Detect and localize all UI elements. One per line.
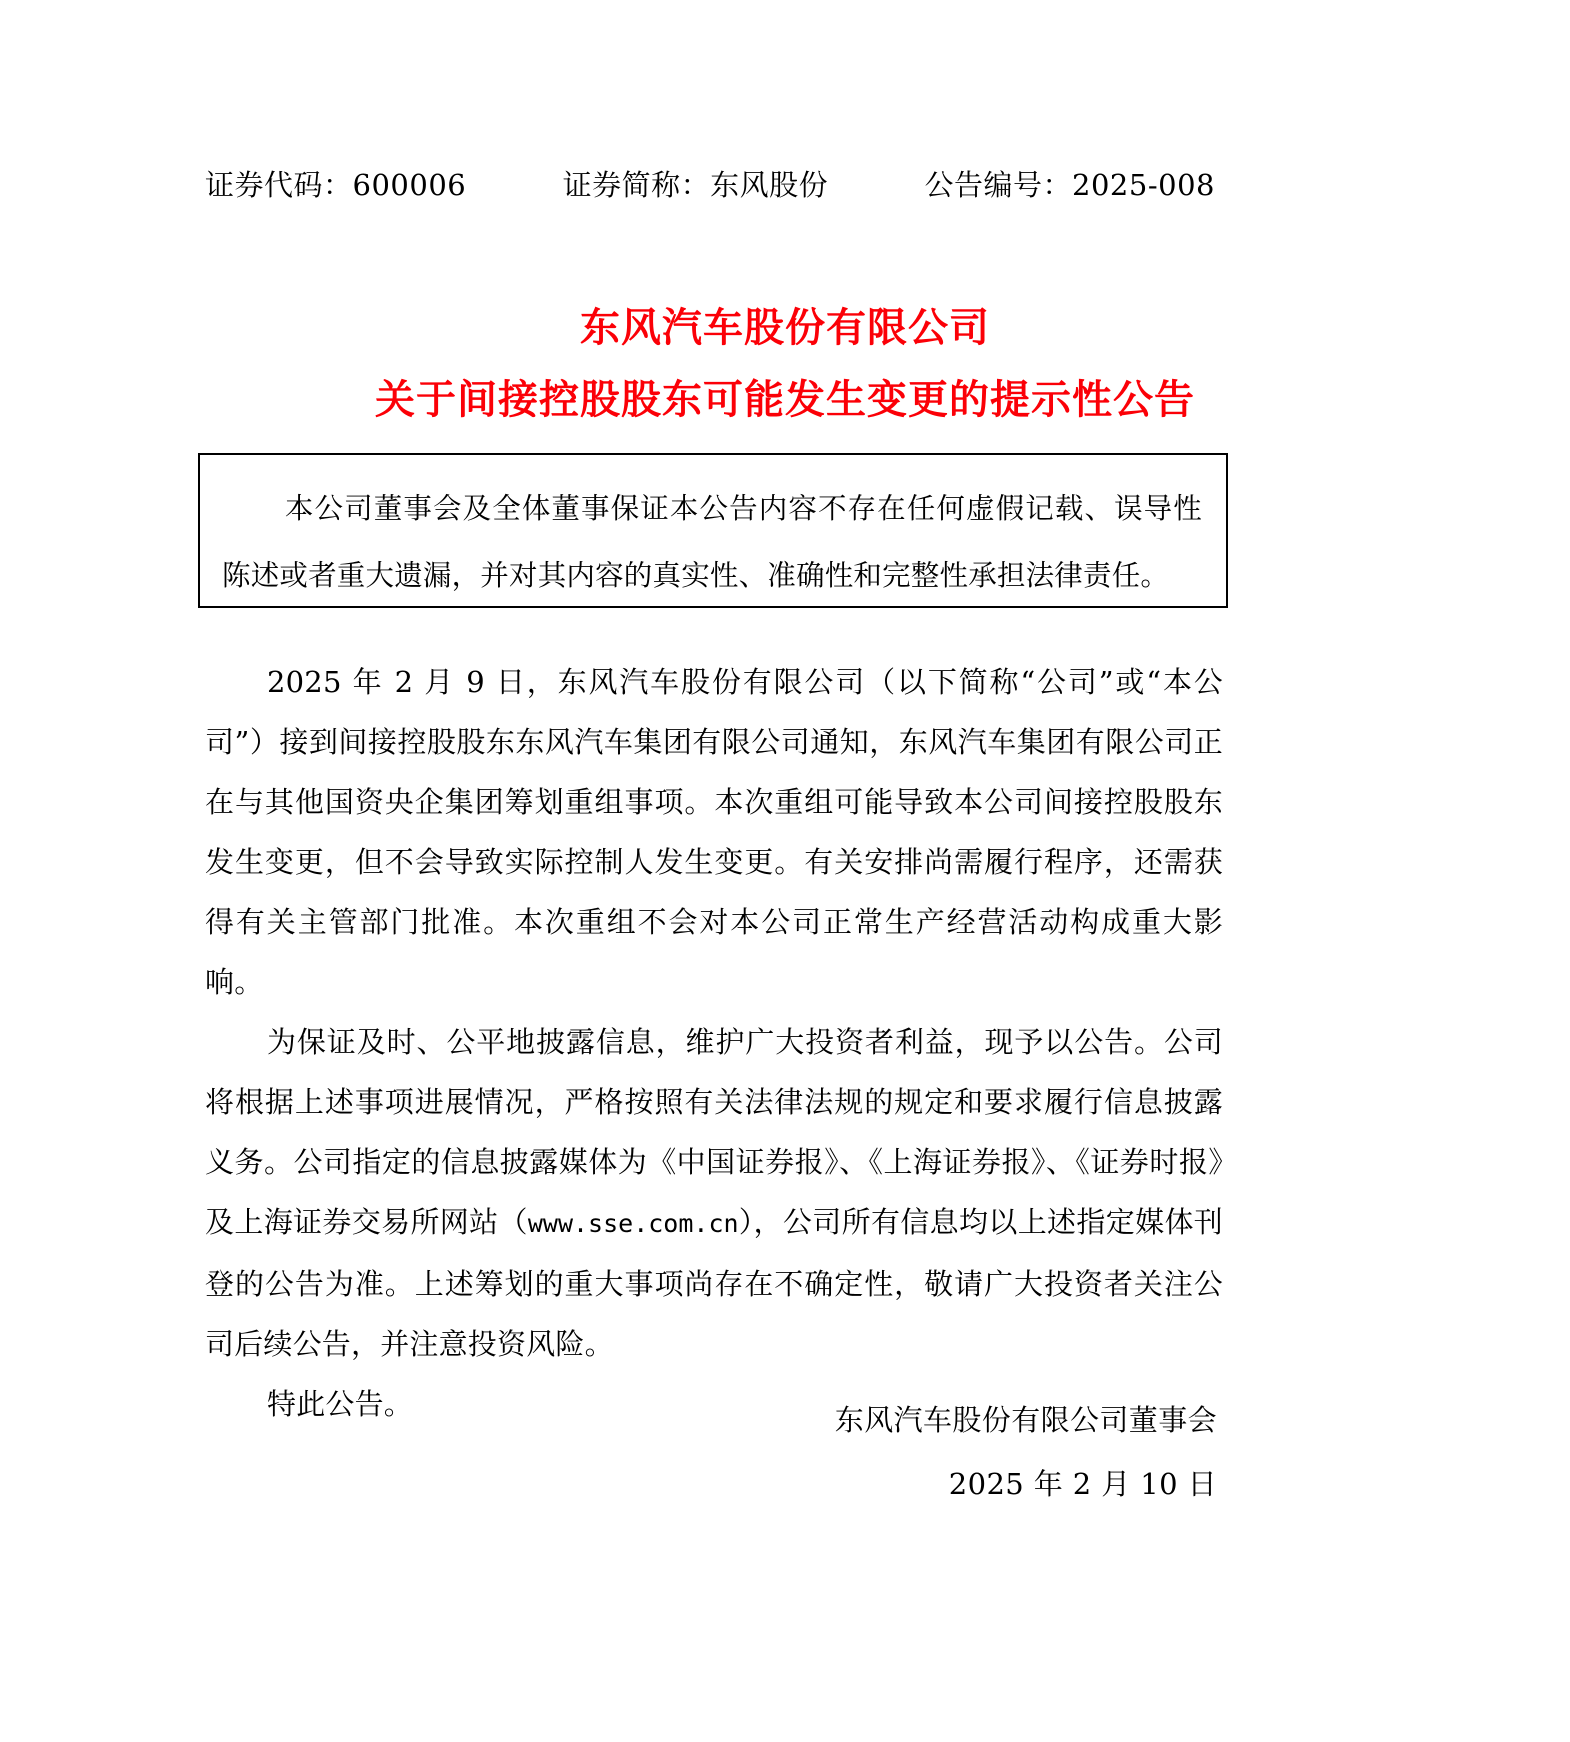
security-name [563, 163, 829, 204]
security-code-value: 600006 [352, 168, 467, 202]
security-name-value: 东风股份 [710, 168, 829, 202]
security-code-label: 证券代码： [205, 168, 353, 202]
disclaimer-body: 本公司董事会及全体董事保证本公告内容不存在任何虚假记载、误导性陈述或者重大遗漏，并对其内容的真实性、准确性和完整性承担法律责任。 [222, 492, 1202, 592]
paragraph-disclosure-commitment: 为保证及时、公平地披露信息，维护广大投资者利益，现予以公告。公司将根据上述事项进展情况，严格按照有关法律法规的规定和要求履行信息披露义务。公司指定的信息披露媒体为《中国证券报》、《上海证券报》、《证券时报》及上海证券交易所网站（www.sse.com.cn），公司所有信息均以上述指定媒体刊登的公告为准。上述筹划的重大事项尚存在不确定性，敬请广大投资者关注公司后续公告，并注意投资风险。 [205, 1025, 1223, 1361]
sse-website-url: www.sse.com.cn [527, 1209, 739, 1238]
signature-block [205, 1388, 1223, 1516]
body-content [205, 652, 1223, 1434]
announcement-number-label: 公告编号： [924, 168, 1073, 202]
announcement-number-value: 2025-008 [1072, 168, 1215, 202]
paragraph-restructuring-notice: 2025 年 2 月 9 日，东风汽车股份有限公司（以下简称“公司”或“本公司”）接到间接控股股东东风汽车集团有限公司通知，东风汽车集团有限公司正在与其他国资央企集团筹划重组事项。本次重组可能导致本公司间接控股股东发生变更，但不会导致实际控制人发生变更。有关安排尚需履行程序，还需获得有关主管部门批准。本次重组不会对本公司正常生产经营活动构成重大影响。 [205, 665, 1223, 999]
security-name-label: 证券简称： [562, 168, 711, 202]
disclaimer-text [200, 455, 1226, 609]
announcement-number [925, 163, 1215, 204]
security-code [205, 163, 466, 204]
title-line-subject: 关于间接控股股东可能发生变更的提示性公告 [375, 377, 1195, 423]
signature-company: 东风汽车股份有限公司董事会 [834, 1403, 1217, 1437]
page-title [0, 292, 1570, 436]
document-header [205, 163, 1215, 204]
disclaimer-box [198, 453, 1228, 608]
paragraph-closing: 特此公告。 [267, 1387, 414, 1421]
signature-date: 2025 年 2 月 10 日 [948, 1467, 1217, 1501]
title-line-company: 东风汽车股份有限公司 [580, 305, 990, 351]
